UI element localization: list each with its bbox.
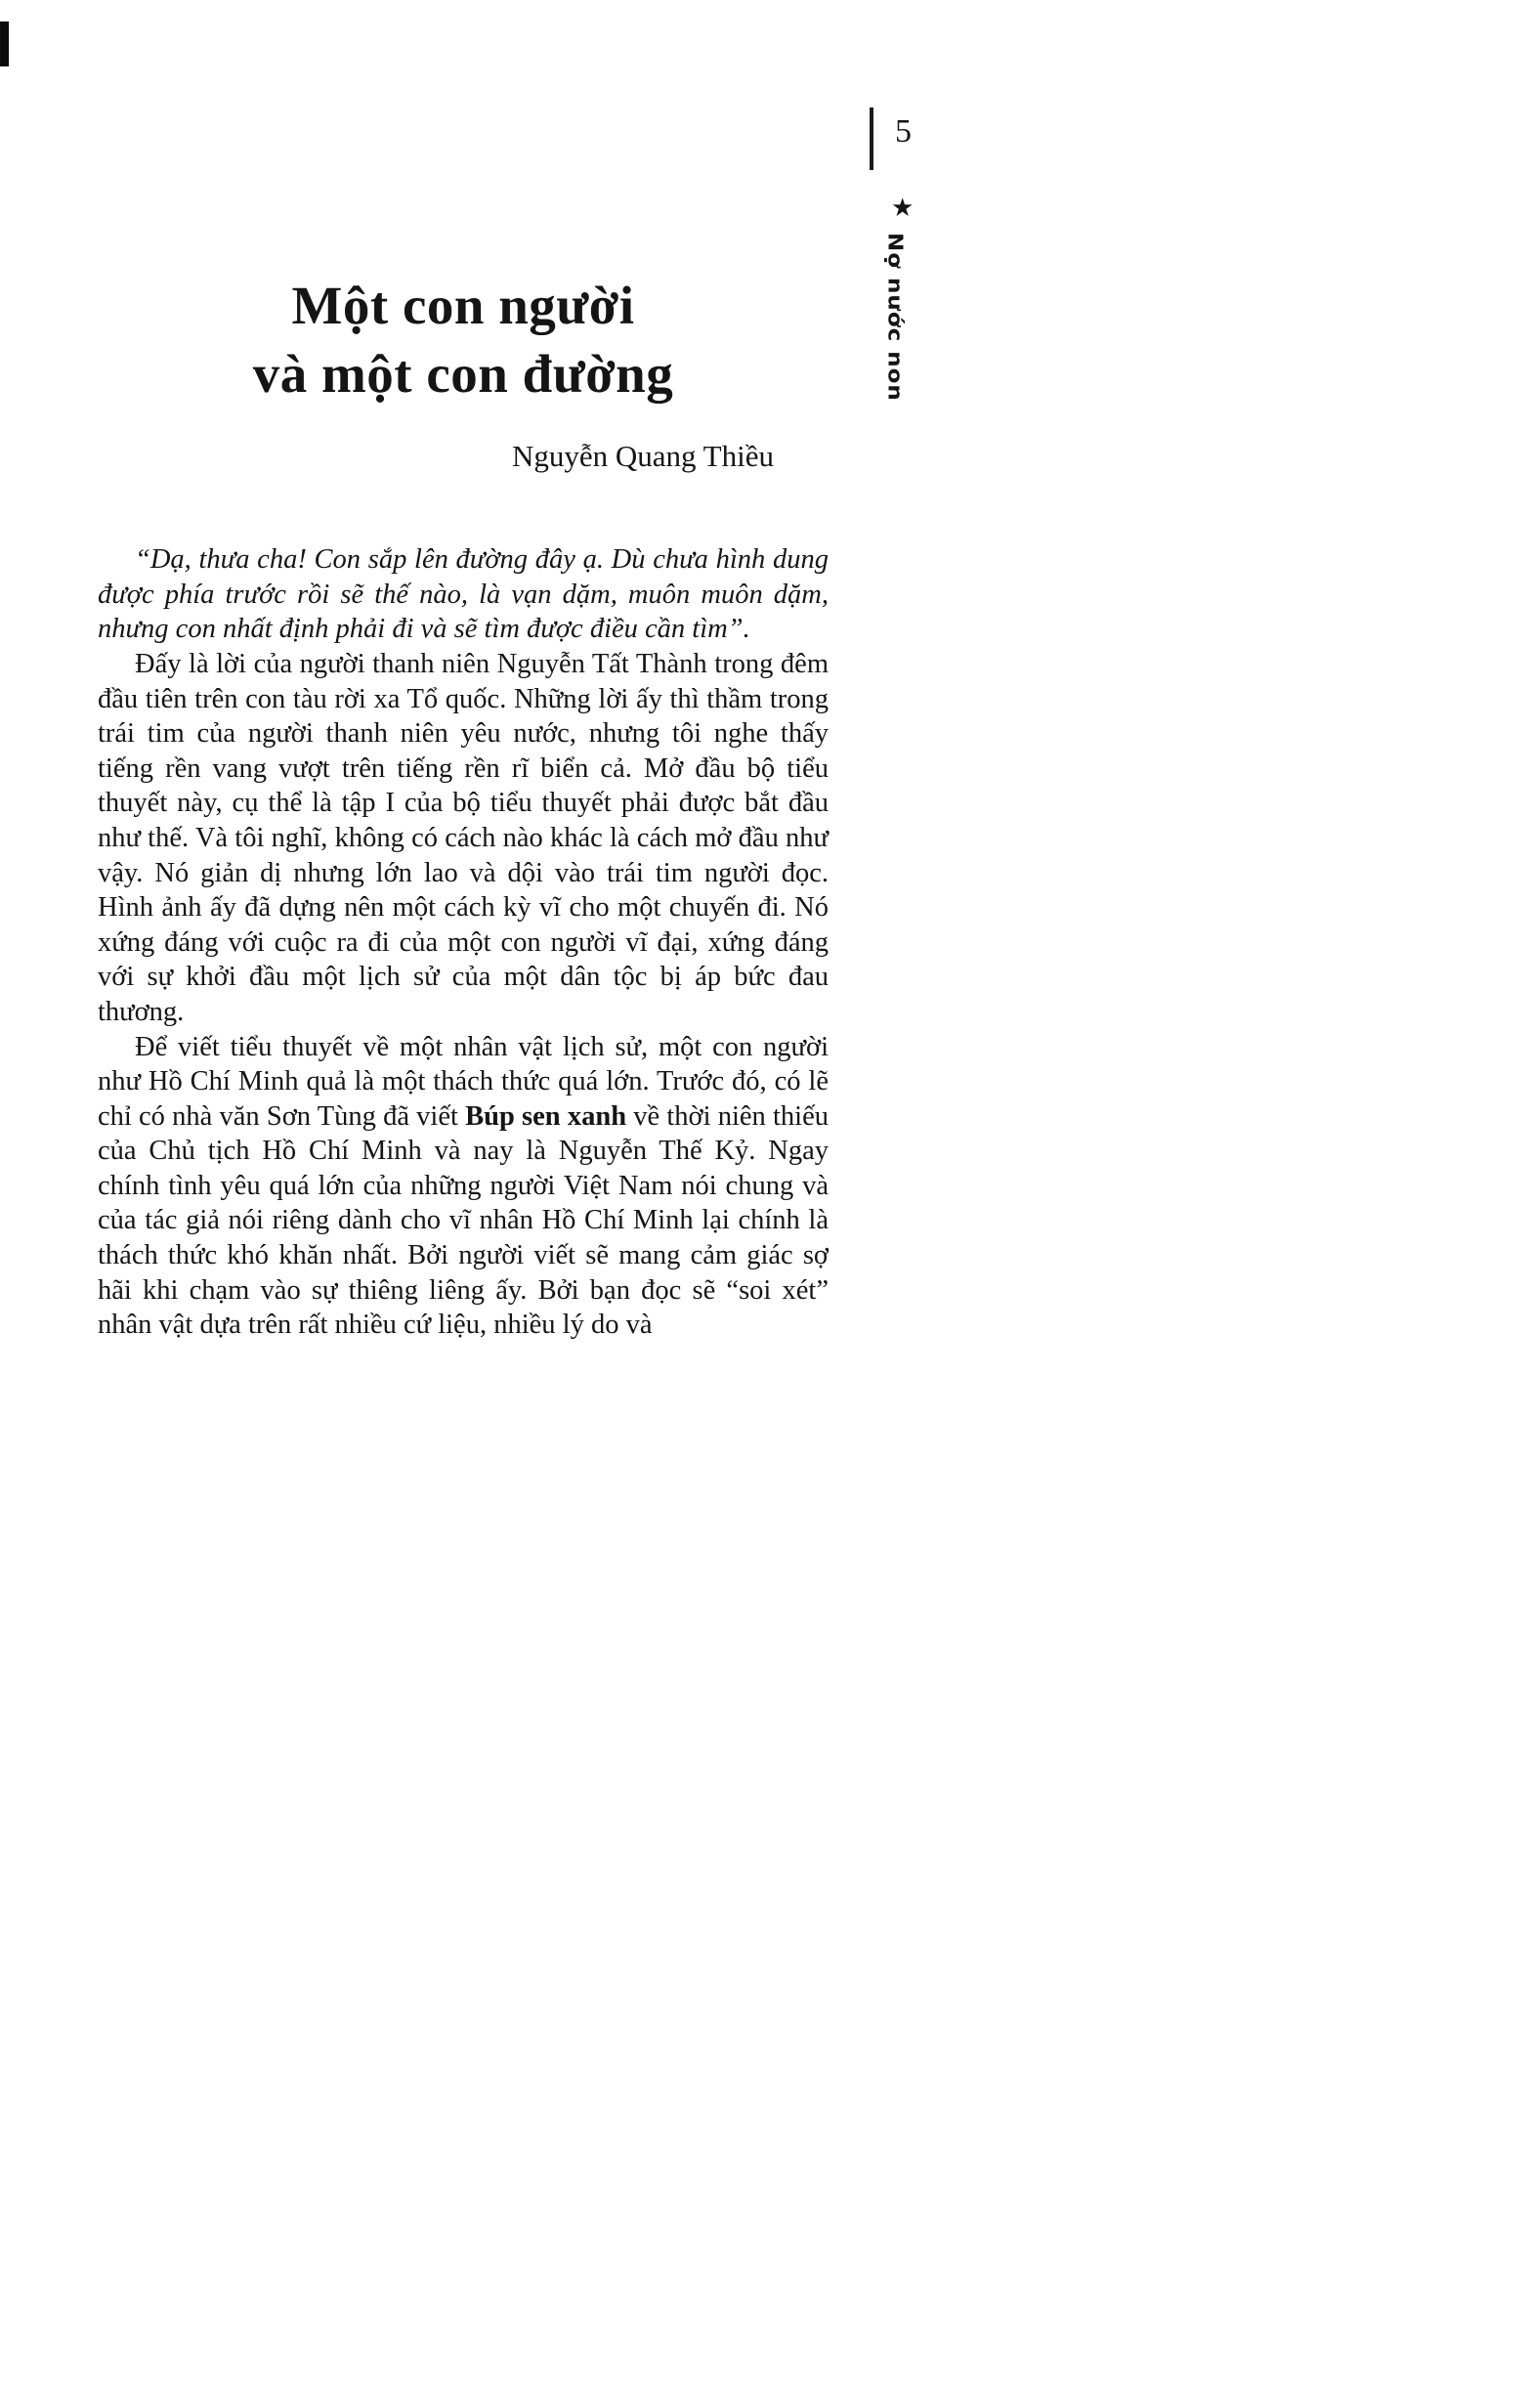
- page-number-rule: [870, 108, 873, 170]
- running-title-vertical: Nợ nước non: [883, 233, 907, 402]
- article-author: Nguyễn Quang Thiều: [511, 439, 774, 473]
- article-title-line2: và một con đường: [252, 344, 674, 404]
- article-title: [98, 272, 829, 408]
- binding-mark: [0, 22, 9, 66]
- star-icon: ★: [891, 194, 915, 223]
- opening-quote: “Dạ, thưa cha! Con sắp lên đường đây ạ. Dù chưa hình dung được phía trước rồi sẽ thế nào, là vạn dặm, muôn muôn dặm, nhưng con nhất định phải đi và sẽ tìm được điều cần tìm”.: [98, 544, 829, 645]
- paragraph-2: [98, 1030, 829, 1343]
- paragraph-2-text-after: về thời niên thiếu của Chủ tịch Hồ Chí Minh và nay là Nguyễn Thế Kỷ. Ngay chính tình yêu quá lớn của những người Việt Nam nói chung và của tác giả nói riêng dành cho vĩ nhân Hồ Chí Minh lại chính là thách thức khó khăn nhất. Bởi người viết sẽ mang cảm giác sợ hãi khi chạm vào sự thiêng liêng ấy. Bởi bạn đọc sẽ “soi xét” nhân vật dựa trên rất nhiều cứ liệu, nhiều lý do và: [98, 1100, 829, 1341]
- article-title-line1: Một con người: [291, 276, 635, 335]
- page-margin-header: [870, 108, 948, 402]
- article-content: [98, 272, 829, 1343]
- page-number: 5: [895, 113, 912, 150]
- book-title-bold: Búp sen xanh: [465, 1100, 627, 1132]
- paragraph-1: Đấy là lời của người thanh niên Nguyễn Tất Thành trong đêm đầu tiên trên con tàu rời xa Tổ quốc. Những lời ấy thì thầm trong trái tim của người thanh niên yêu nước, nhưng tôi nghe thấy tiếng rền vang vượt trên tiếng rền rĩ biển cả. Mở đầu bộ tiểu thuyết này, cụ thể là tập I của bộ tiểu thuyết phải được bắt đầu như thế. Và tôi nghĩ, không có cách nào khác là cách mở đầu như vậy. Nó giản dị nhưng lớn lao và dội vào trái tim người đọc. Hình ảnh ấy đã dựng nên một cách kỳ vĩ cho một chuyến đi. Nó xứng đáng với cuộc ra đi của một con người vĩ đại, xứng đáng với sự khởi đầu một lịch sử của một dân tộc bị áp bức đau thương.: [98, 648, 829, 1027]
- paragraph-2-text-before: Để viết tiểu thuyết về một nhân vật lịch sử, một con người như Hồ Chí Minh quả là một thách thức quá lớn. Trước đó, có lẽ chỉ có nhà văn Sơn Tùng đã viết: [98, 1031, 829, 1132]
